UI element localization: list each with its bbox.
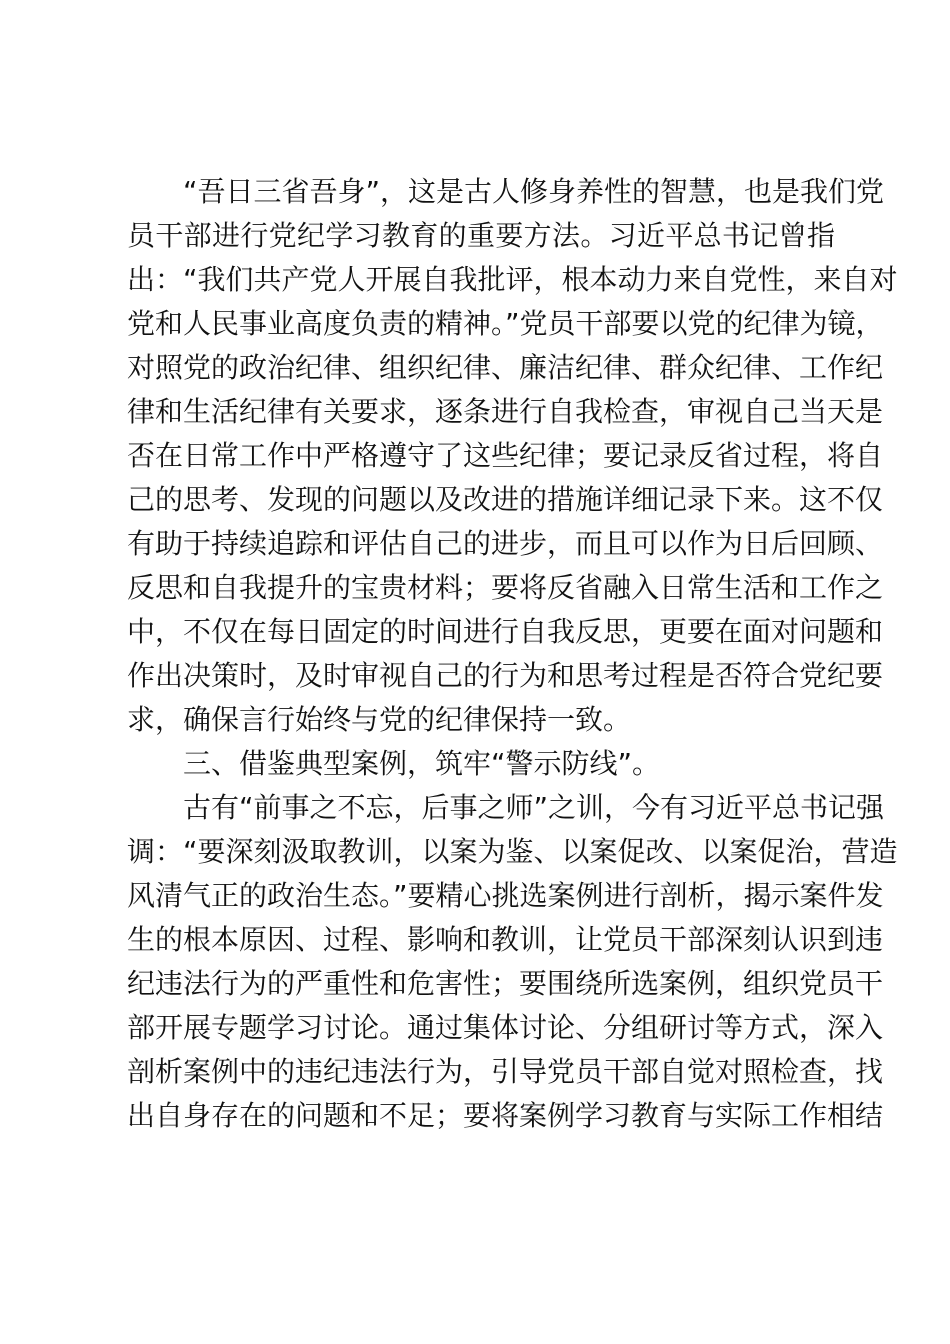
text-line: 纪违法行为的严重性和危害性；要围绕所选案例，组织党员干 [127,967,884,1000]
paragraph-case-study [127,786,898,1138]
paragraph-self-reflection [127,170,898,742]
text-line: 反思和自我提升的宝贵材料；要将反省融入日常生活和工作之 [127,571,884,604]
text-line: 中，不仅在每日固定的时间进行自我反思，更要在面对问题和 [127,615,884,648]
text-line: 出：“我们共产党人开展自我批评，根本动力来自党性，来自对 [127,263,898,296]
text-line: 律和生活纪律有关要求，逐条进行自我检查，审视自己当天是 [127,395,884,428]
text-line: 部开展专题学习讨论。通过集体讨论、分组研讨等方式，深入 [127,1011,884,1044]
text-line: 剖析案例中的违纪违法行为，引导党员干部自觉对照检查，找 [127,1055,884,1088]
text-line: 古有“前事之不忘，后事之师”之训，今有习近平总书记强 [183,791,885,824]
heading-line: 三、借鉴典型案例，筑牢“警示防线”。 [183,747,661,780]
text-line: 调：“要深刻汲取教训，以案为鉴、以案促改、以案促治，营造 [127,835,898,868]
document-body [127,170,898,1138]
text-line: 否在日常工作中严格遵守了这些纪律；要记录反省过程，将自 [127,439,884,472]
text-line: 生的根本原因、过程、影响和教训，让党员干部深刻认识到违 [127,923,884,956]
text-line: 作出决策时，及时审视自己的行为和思考过程是否符合党纪要 [127,659,884,692]
text-line: 对照党的政治纪律、组织纪律、廉洁纪律、群众纪律、工作纪 [127,351,884,384]
section-heading [127,742,835,786]
text-line: 员干部进行党纪学习教育的重要方法。习近平总书记曾指 [127,219,835,252]
text-line: 己的思考、发现的问题以及改进的措施详细记录下来。这不仅 [127,483,884,516]
text-line: 求，确保言行始终与党的纪律保持一致。 [127,703,632,736]
text-line: 党和人民事业高度负责的精神。”党员干部要以党的纪律为镜， [127,307,884,340]
text-line: 出自身存在的问题和不足；要将案例学习教育与实际工作相结 [127,1099,884,1132]
text-line: 风清气正的政治生态。”要精心挑选案例进行剖析，揭示案件发 [127,879,884,912]
text-line: 有助于持续追踪和评估自己的进步，而且可以作为日后回顾、 [127,527,884,560]
text-line: “吾日三省吾身”，这是古人修身养性的智慧，也是我们党 [183,175,885,208]
